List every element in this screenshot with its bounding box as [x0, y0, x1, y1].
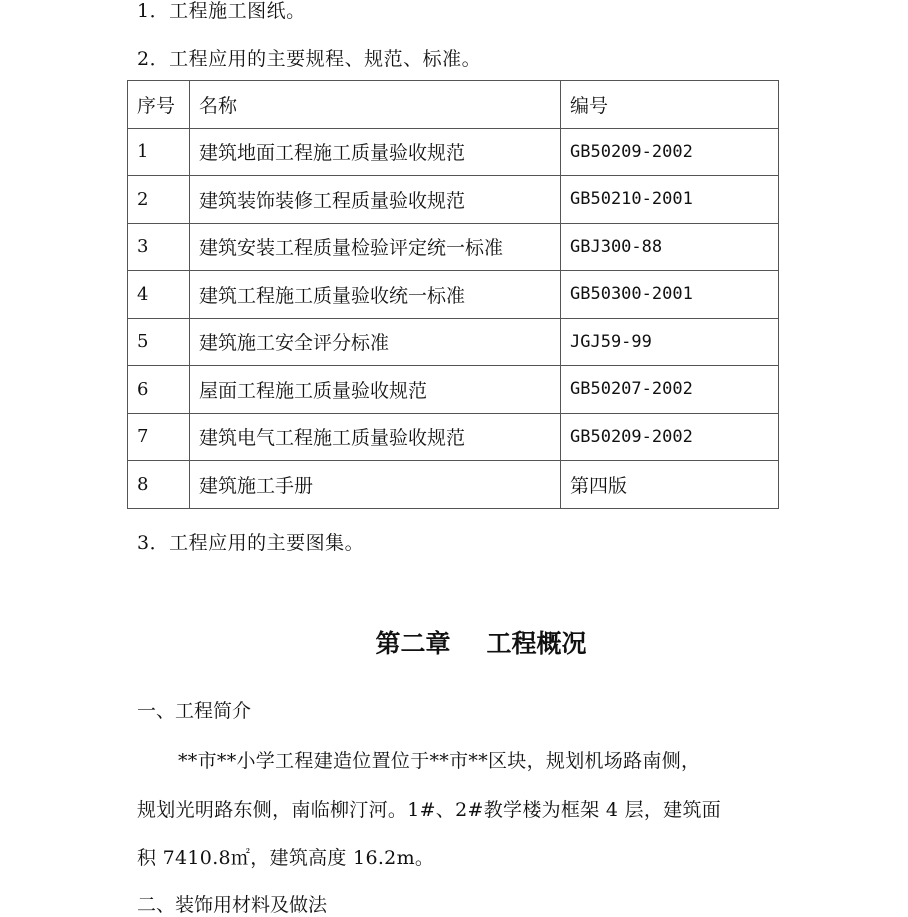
- table-row: [128, 176, 779, 224]
- table-row: [128, 461, 779, 509]
- table-row: [128, 413, 779, 461]
- table-row: [128, 366, 779, 414]
- table-header-row: [128, 81, 779, 129]
- row-code: GB50209-2002: [561, 128, 779, 176]
- row-index: 1: [128, 128, 190, 176]
- section-heading-overview: 一、工程简介: [137, 700, 252, 722]
- row-code: GB50207-2002: [561, 366, 779, 414]
- header-name: 名称: [190, 81, 561, 129]
- row-name: 建筑电气工程施工质量验收规范: [190, 413, 561, 461]
- paragraph-line: 规划光明路东侧，南临柳汀河。1#、2#教学楼为框架 4 层，建筑面: [137, 799, 722, 821]
- row-code: 第四版: [561, 461, 779, 509]
- list-item-standards: 2．工程应用的主要规程、规范、标准。: [137, 48, 482, 70]
- table-row: [128, 128, 779, 176]
- row-index: 6: [128, 366, 190, 414]
- header-code: 编号: [561, 81, 779, 129]
- row-name: 建筑施工手册: [190, 461, 561, 509]
- standards-table: [127, 80, 779, 509]
- row-code: JGJ59-99: [561, 318, 779, 366]
- row-name: 建筑安装工程质量检验评定统一标准: [190, 223, 561, 271]
- table-row: [128, 223, 779, 271]
- paragraph-line: 积 7410.8㎡，建筑高度 16.2m。: [137, 847, 435, 869]
- chapter-heading: [0, 624, 908, 660]
- row-index: 5: [128, 318, 190, 366]
- list-item-atlases: 3．工程应用的主要图集。: [137, 532, 365, 554]
- list-item-drawings: 1．工程施工图纸。: [137, 0, 306, 22]
- row-index: 3: [128, 223, 190, 271]
- row-code: GB50210-2001: [561, 176, 779, 224]
- row-name: 屋面工程施工质量验收规范: [190, 366, 561, 414]
- row-index: 2: [128, 176, 190, 224]
- chapter-number: 第二章: [375, 629, 451, 658]
- row-index: 4: [128, 271, 190, 319]
- row-name: 建筑装饰装修工程质量验收规范: [190, 176, 561, 224]
- row-code: GB50300-2001: [561, 271, 779, 319]
- row-name: 建筑施工安全评分标准: [190, 318, 561, 366]
- row-code: GBJ300-88: [561, 223, 779, 271]
- chapter-title: 工程概况: [486, 629, 587, 658]
- row-index: 8: [128, 461, 190, 509]
- row-name: 建筑工程施工质量验收统一标准: [190, 271, 561, 319]
- table-row: [128, 318, 779, 366]
- row-index: 7: [128, 413, 190, 461]
- paragraph-line: **市**小学工程建造位置位于**市**区块，规划机场路南侧，: [178, 750, 701, 772]
- row-name: 建筑地面工程施工质量验收规范: [190, 128, 561, 176]
- header-index: 序号: [128, 81, 190, 129]
- row-code: GB50209-2002: [561, 413, 779, 461]
- section-heading-materials: 二、装饰用材料及做法: [137, 894, 328, 916]
- table-row: [128, 271, 779, 319]
